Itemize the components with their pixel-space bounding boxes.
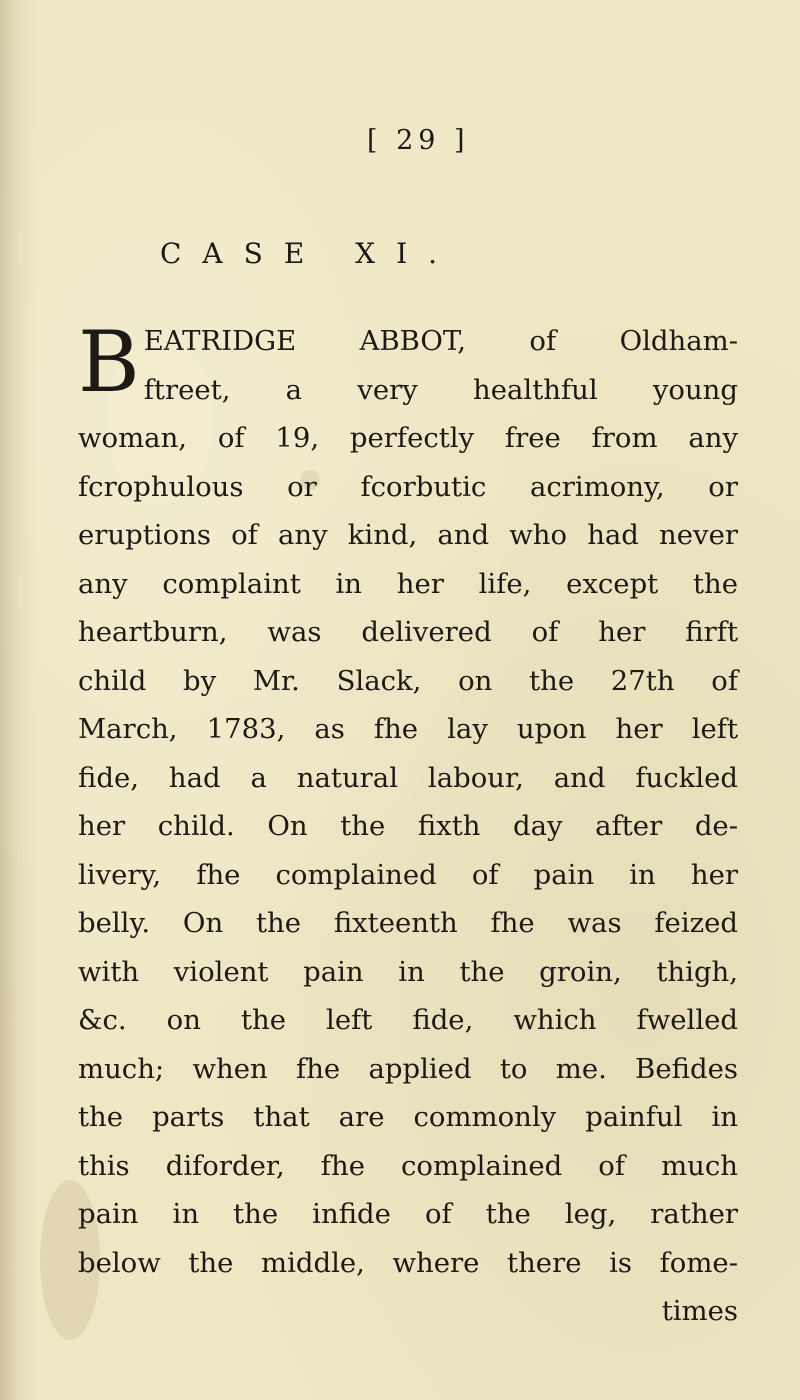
text-line: any complaint in her life, except the bbox=[78, 567, 738, 600]
text-line: belly. On the fixteenth fhe was feized bbox=[78, 907, 738, 939]
text-line: fcrophulous or fcorbutic acrimony, or bbox=[78, 470, 738, 503]
case-title: CASE XI. bbox=[160, 237, 459, 270]
text-line: the parts that are commonly painful in bbox=[78, 1101, 738, 1133]
text-line: heartburn, was delivered of her firft bbox=[78, 616, 738, 648]
text-line: pain in the infide of the leg, rather bbox=[78, 1198, 738, 1230]
case-body-text bbox=[78, 313, 738, 1336]
text-line: her child. On the fixth day after de- bbox=[78, 810, 738, 842]
text-line: fide, had a natural labour, and fuckled bbox=[78, 761, 738, 794]
text-line: with violent pain in the groin, thigh, bbox=[78, 955, 738, 988]
text-line: ftreet, a very healthful young bbox=[143, 373, 738, 406]
page-number: [ 29 ] bbox=[367, 125, 470, 156]
text-line: March, 1783, as fhe lay upon her left bbox=[78, 713, 738, 745]
text-line: livery, fhe complained of pain in her bbox=[78, 858, 738, 891]
text-line: woman, of 19, perfectly free from any bbox=[78, 422, 738, 454]
text-line: this diforder, fhe complained of much bbox=[78, 1149, 738, 1182]
text-line: eruptions of any kind, and who had never bbox=[78, 519, 738, 551]
text-line: EATRIDGE ABBOT, of Oldham- bbox=[143, 325, 738, 357]
text-line: child by Mr. Slack, on the 27th of bbox=[78, 664, 738, 697]
catchword: times bbox=[661, 1295, 738, 1327]
text-line: much; when fhe applied to me. Befides bbox=[78, 1052, 738, 1085]
text-line: below the middle, where there is fome- bbox=[78, 1246, 738, 1279]
drop-cap-letter: B bbox=[78, 313, 140, 411]
text-line: &c. on the left fide, which fwelled bbox=[78, 1004, 738, 1036]
